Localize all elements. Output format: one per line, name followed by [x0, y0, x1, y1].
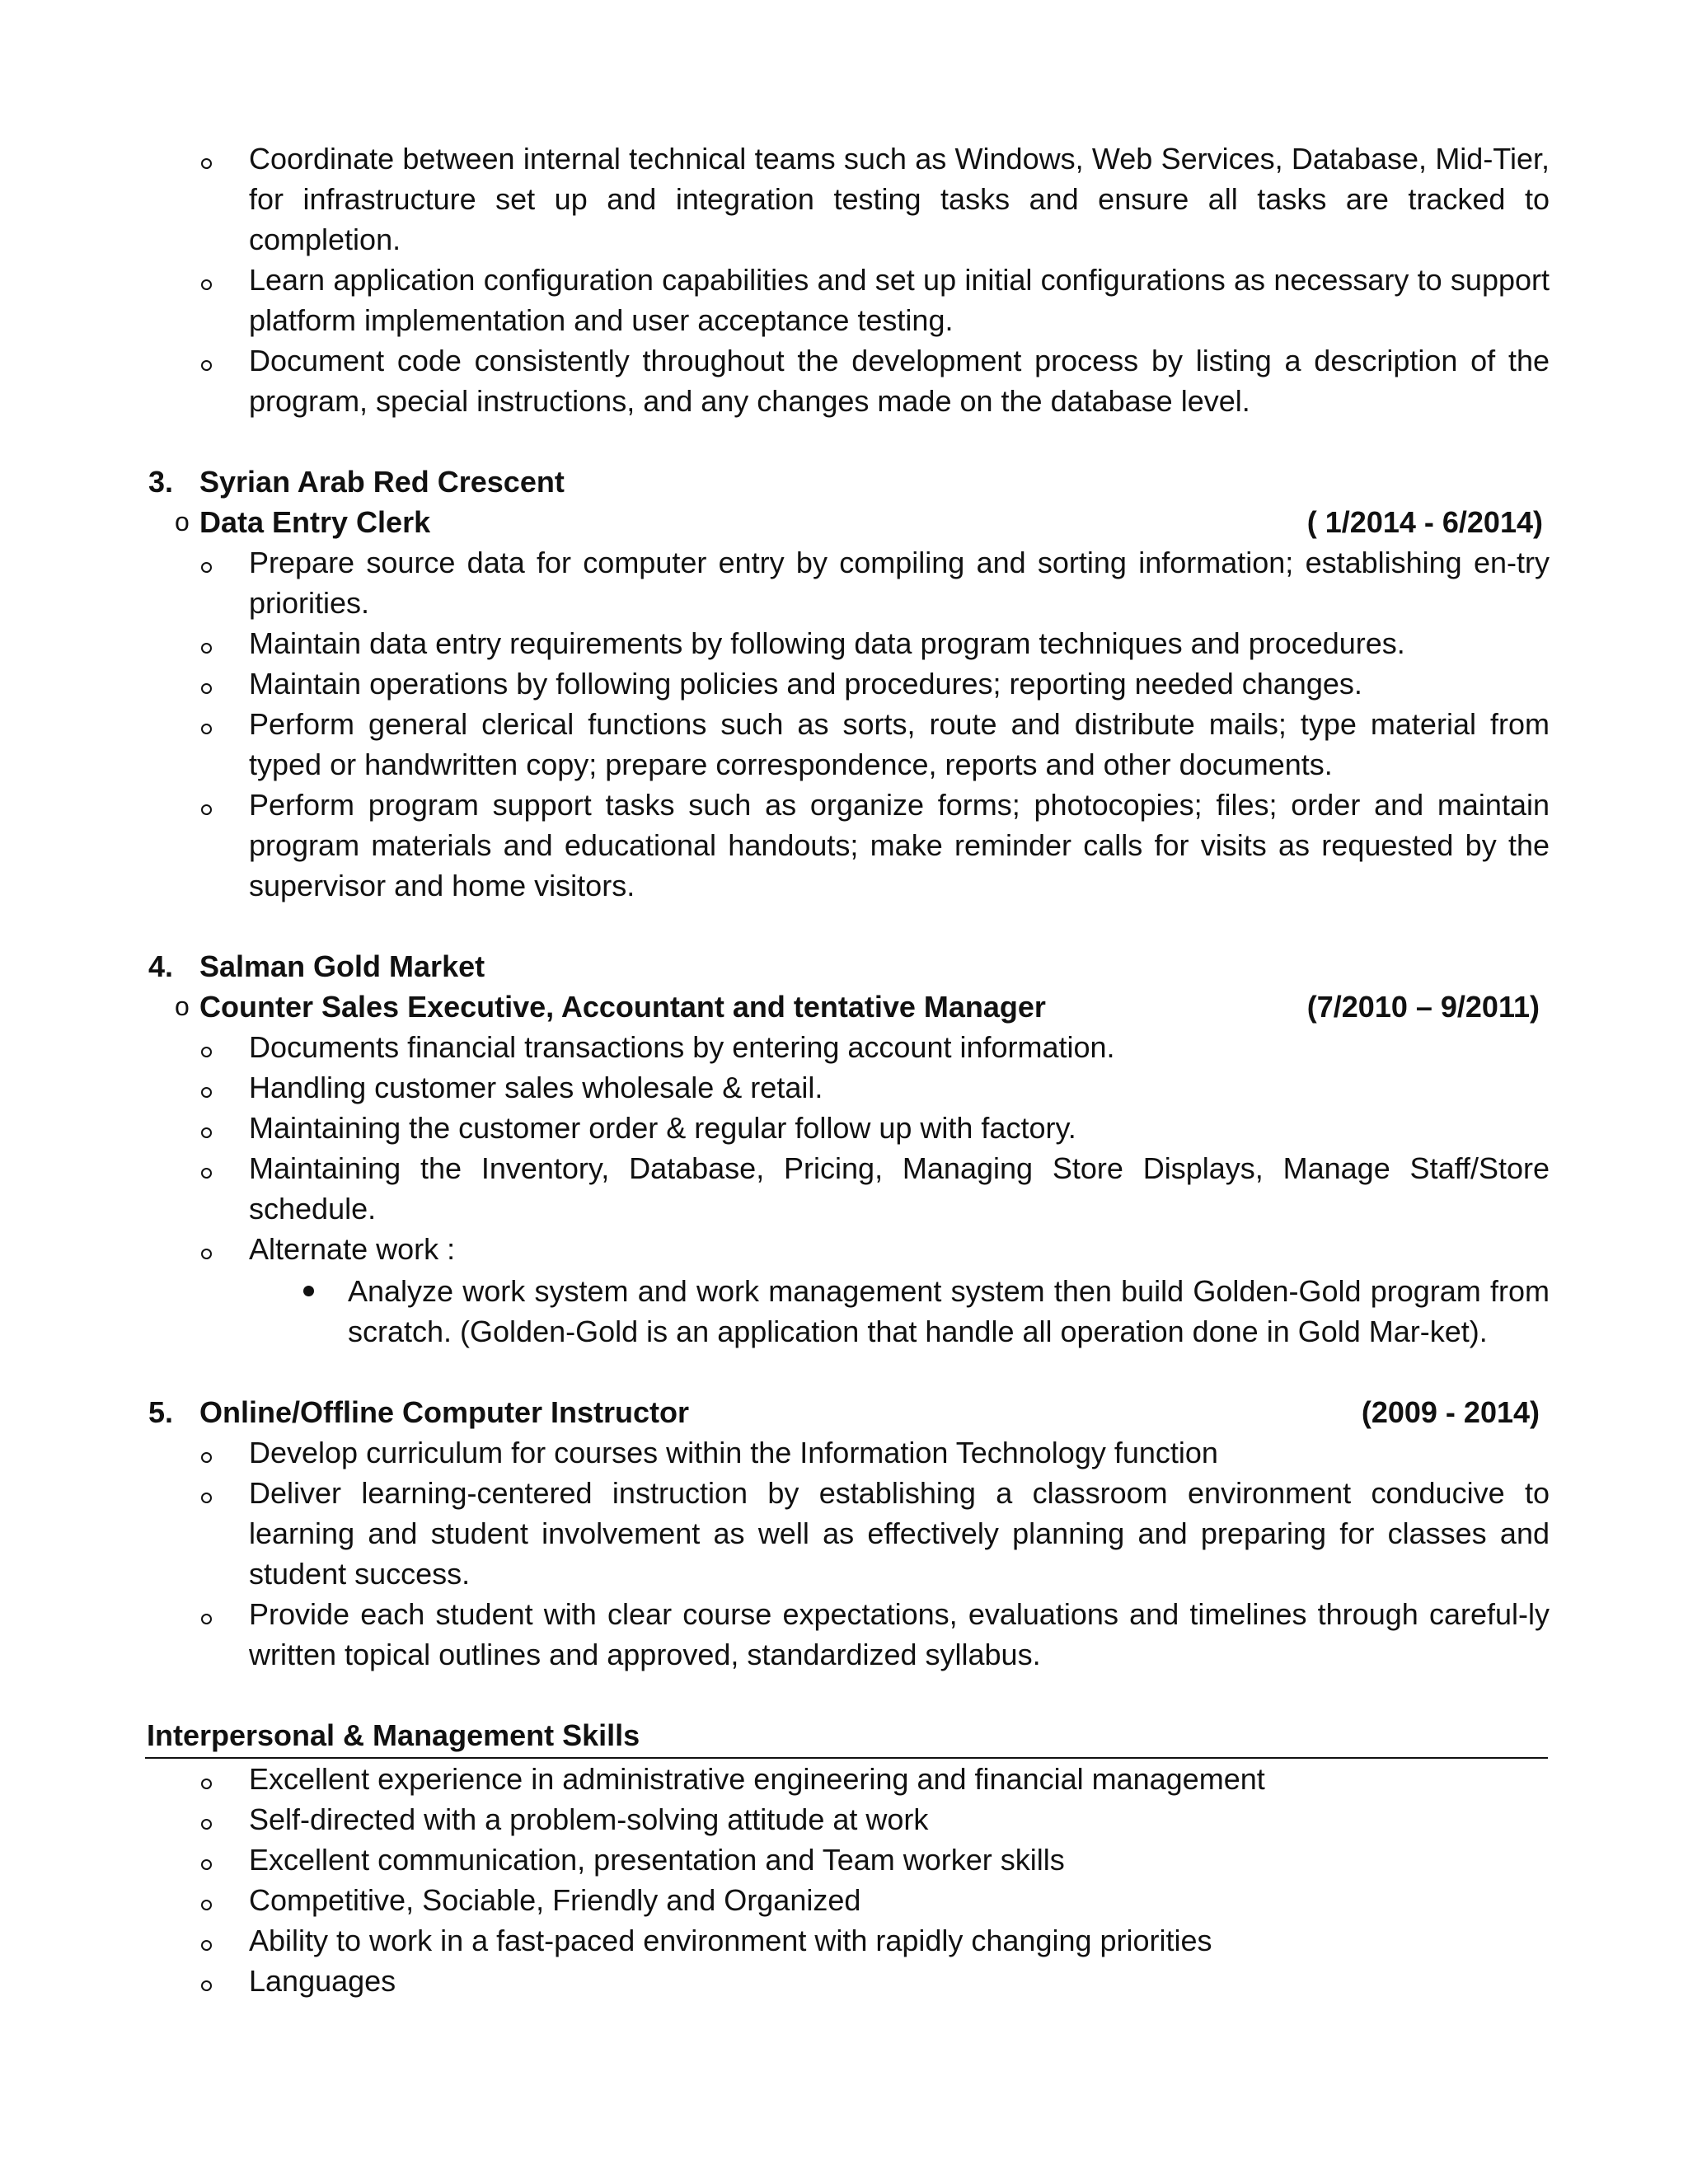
list-item: Excellent communication, presentation and Team worker skills [148, 1840, 1550, 1880]
list-item: Excellent experience in administrative engineering and financial management [148, 1759, 1550, 1799]
skills-heading: Interpersonal & Management Skills [145, 1715, 1548, 1759]
list-item: Handling customer sales wholesale & retail. [148, 1067, 1550, 1108]
section-3-bullet-list [148, 542, 1550, 906]
section-dates: (2009 - 2014) [1361, 1395, 1540, 1429]
list-item: Document code consistently throughout the development process by listing a description of the program, special instructions, and any changes made on the database level. [148, 340, 1550, 421]
section-5-bullet-list [148, 1432, 1550, 1675]
list-item: Provide each student with clear course expectations, evaluations and timelines through careful-ly written topical outlines and approved, standardized syllabus. [148, 1594, 1550, 1675]
section-3-heading [148, 462, 1550, 502]
list-item: Perform program support tasks such as organize forms; photocopies; files; order and maintain program materials and educational handouts; make reminder calls for visits as requested by the supervisor and home visitors. [148, 785, 1550, 906]
list-item: Alternate work : [148, 1229, 1550, 1269]
section-title: Online/Offline Computer Instructor [199, 1395, 690, 1429]
role-title: Counter Sales Executive, Accountant and tentative Manager [199, 990, 1046, 1024]
section-number: 3. [148, 465, 174, 499]
section-3-role [148, 502, 1550, 542]
skills-bullet-list [148, 1759, 1550, 2001]
section-5-heading [148, 1392, 1550, 1432]
list-item: Competitive, Sociable, Friendly and Organized [148, 1880, 1550, 1920]
section-number: 4. [148, 949, 174, 983]
list-item: Prepare source data for computer entry by compiling and sorting information; establishing en-try priorities. [148, 542, 1550, 623]
section-4-bullet-list [148, 1027, 1550, 1352]
list-item: Perform general clerical functions such as sorts, route and distribute mails; type material from typed or handwritten copy; prepare correspondence, reports and other documents. [148, 704, 1550, 785]
list-item: Maintain operations by following policies and procedures; reporting needed changes. [148, 663, 1550, 704]
section-4-heading [148, 946, 1550, 987]
list-item: Documents financial transactions by entering account information. [148, 1027, 1550, 1067]
list-item: Maintain data entry requirements by following data program techniques and procedures. [148, 623, 1550, 663]
list-item: Maintaining the customer order & regular follow up with factory. [148, 1108, 1550, 1148]
section-title: Salman Gold Market [199, 949, 485, 983]
list-item: Languages [148, 1961, 1550, 2001]
list-item: Ability to work in a fast-paced environment with rapidly changing priorities [148, 1920, 1550, 1961]
role-marker-icon: o [175, 507, 190, 537]
sub-list-item: Analyze work system and work management system then build Golden-Gold program from scratch. (Golden-Gold is an application that handle all operation done in Gold Mar-ket). [148, 1271, 1550, 1352]
list-item: Maintaining the Inventory, Database, Pricing, Managing Store Displays, Manage Staff/Store schedule. [148, 1148, 1550, 1229]
top-bullet-list [148, 138, 1550, 421]
resume-content [148, 138, 1550, 2001]
section-4-role [148, 987, 1550, 1027]
section-title: Syrian Arab Red Crescent [199, 465, 565, 499]
role-dates: ( 1/2014 - 6/2014) [1306, 505, 1543, 539]
list-item: Self-directed with a problem-solving attitude at work [148, 1799, 1550, 1840]
list-item: Learn application configuration capabilities and set up initial configurations as necessary to support platform implementation and user acceptance testing. [148, 260, 1550, 340]
role-dates: (7/2010 – 9/2011) [1306, 990, 1540, 1024]
role-marker-icon: o [175, 991, 190, 1021]
list-item: Coordinate between internal technical teams such as Windows, Web Services, Database, Mid-Tier, for infrastructure set up and integration testing tasks and ensure all tasks are tracked to completion. [148, 138, 1550, 260]
section-number: 5. [148, 1395, 174, 1429]
list-item: Deliver learning-centered instruction by establishing a classroom environment conducive to learning and student involvement as well as effectively planning and preparing for classes and student success. [148, 1473, 1550, 1594]
list-item: Develop curriculum for courses within the Information Technology function [148, 1432, 1550, 1473]
role-title: Data Entry Clerk [199, 505, 431, 539]
